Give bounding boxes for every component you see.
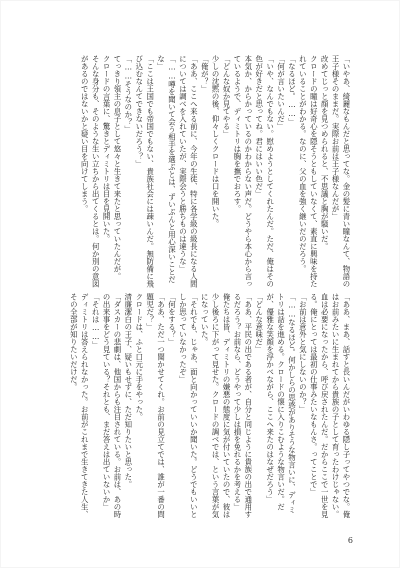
page-number: 6 [347,536,353,545]
upper-text-block: 「いやあ、綺麗なもんだと思ってな。金の髪に青い瞳なんて、物語の王子様そのままだ。実際お前は王子様なんだが」 改めてじっと顔を見つめられると、不思議と胸が騒いだ。 クロードの瞳は好奇心を隠そうともしていなくて、素直に興味を持たれていることがわかる。なのに、父の血を強く継いだのだろう。 「なるほど。……」 「何が言いたいんだ」 「いや、なんでもない。慰めようとしてくれたんだ。ただ、俺はその色が好きだと思ってね。君にはいい色だ」 本気か、からかっているのかわからない声だ。どうやら本心から言っているようで、ディミトリは胸を撫でおろす。 「どんな奴か見てやる」 少しの沈黙の後、仰々しくクロードは口を開いた。 「俺が？」 「ああ、ここへ来る前に、今年の生徒、特に各学級の級長になる人間については調べを入れていたが、実際会うと勝ちものは違うな」 「……噂を聞いて会う相手を選ぶとは、ずいぶんと用心深いことだな」 「ここは王国でも帝国でもない、貴族社会には疎いんだ。無防備に飛び込むなんてできないだろう？」 「……そうなのか？」 てっきり領主の息子として悠々と生きて来たと思っていたんだが。 クロードの言葉に、驚きとディミトリは目を見開いた。 そんな身分も、そのような生い立ちから出てくるとは。何か別の意図があるのではないかと疑い目を向けてしまう。 [80,55,351,288]
lower-text-block: 「ああ、まあ、話すと長いんだがいわゆる隠し子ってやつでな。俺はお前みたいに生まれてから貴族の子として育ったわけじゃない。血は必要になったから、呼び戻されたんだ。だからここで一世を見る。俺にとっては最初の仕事みたいなもんさ。ってことで」 「お前は意外と気にしないのか？」 「……なるほど。何かしらの思惑がありそうな物言いに、ディミトリは話を進める。クロードの懐に入りこむような物言いだ。だが、優雅な笑顔を浮かべながら、ここへ来たのはなぜだろう」 「どんな意味だ」 「ああ、平民の出である者が、自分と同じように貴族の出で通用するだろう？お前なら、どうやって少しは損を免れるかを考える」 俺たちは皆、ディミトリの嫌悪の態度に気が付いていたので、彼は少し後ろに下がって見せた。クロードの調べでは、という言葉が気になっていた。 「それでも、じゃあ、面と向かっていいか聞いた。どうでもいいとしか思っていなかったぞ」 「何をする？」 「ああ、ただ一つ聞かせてくれ。お前の見立てでは、誰が一番の問題児だ？」 クロードは、ふと口元に手をやった。 清廉潔白の王子、疑いもせずに、ただ知りたいと思った。 「ダスカーの悲劇は、他国からも注目されている。お前は、あの時の出来事をどう見ている？それとも、まだ答えは出ていないか」 「それは……」 ディミトリは答えられなかった。お前がこれまで生きてきた人生、その全部が知りたいだけだ。 [69,293,351,518]
